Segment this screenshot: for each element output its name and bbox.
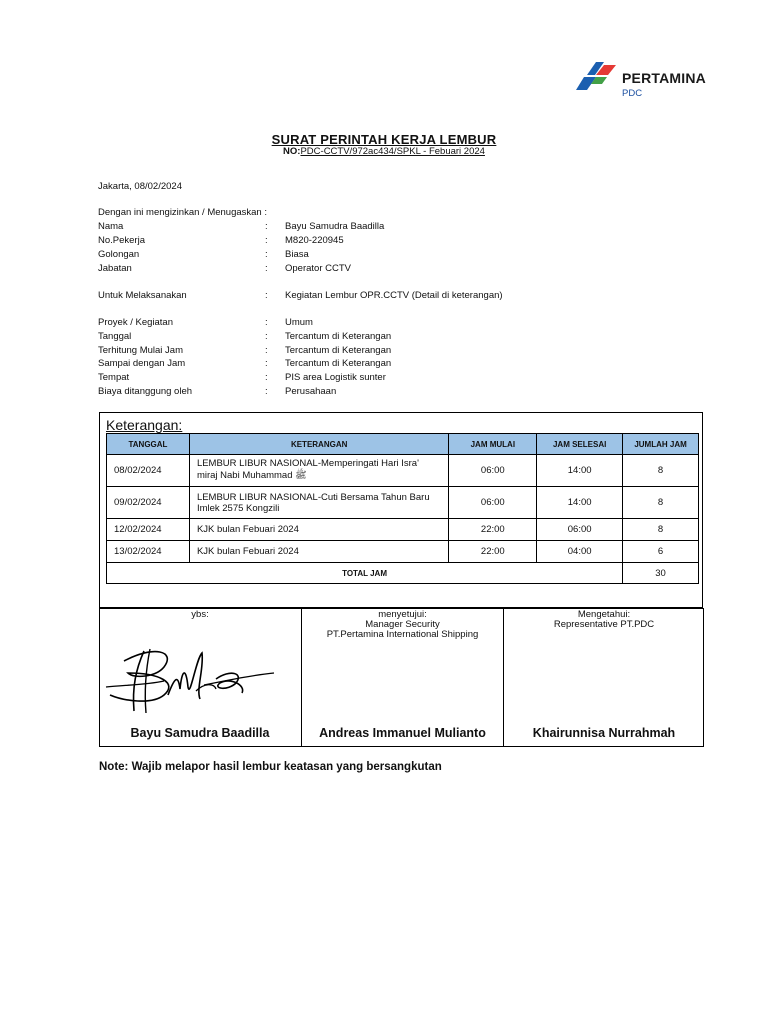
- keterangan-table: [106, 433, 699, 584]
- table-row: [107, 519, 699, 541]
- field-label-tempat: Tempat: [98, 372, 130, 383]
- cell-jam-selesai: 14:00: [537, 487, 623, 519]
- field-sep: :: [265, 372, 268, 383]
- cell-tanggal: 12/02/2024: [107, 519, 190, 541]
- signature-head: ybs:: [191, 609, 209, 620]
- cell-keterangan: LEMBUR LIBUR NASIONAL-Memperingati Hari Isra' miraj Nabi Muhammad ﷺ: [189, 455, 448, 487]
- field-sep: :: [265, 317, 268, 328]
- cell-jam-mulai: 22:00: [449, 541, 537, 563]
- field-label-golongan: Golongan: [98, 249, 140, 260]
- logo-name: PERTAMINA: [622, 70, 706, 86]
- intro-text: Dengan ini mengizinkan / Menugaskan :: [98, 207, 267, 218]
- pertamina-logo-icon: [574, 62, 618, 92]
- cell-jam-mulai: 06:00: [449, 487, 537, 519]
- document-number-value: PDC-CCTV/972ac434/SPKL - Febuari 2024: [300, 146, 485, 157]
- field-sep: :: [265, 249, 268, 260]
- document-title: SURAT PERINTAH KERJA LEMBUR: [271, 132, 497, 147]
- table-header-row: [107, 434, 699, 455]
- field-label-task: Untuk Melaksanakan: [98, 290, 187, 301]
- footer-note: Note: Wajib melapor hasil lembur keatasan yang bersangkutan: [99, 761, 442, 773]
- header-keterangan: KETERANGAN: [189, 434, 448, 455]
- header-jumlah-jam: JUMLAH JAM: [623, 434, 699, 455]
- header-jam-mulai: JAM MULAI: [449, 434, 537, 455]
- handwritten-signature: [104, 639, 284, 719]
- signature-head: menyetujui:: [378, 609, 427, 620]
- signature-role: Representative PT.PDC: [553, 619, 655, 630]
- signature-head: Mengetahui:: [577, 609, 631, 620]
- signature-acknowledger: [503, 608, 704, 747]
- cell-jumlah-jam: 6: [623, 541, 699, 563]
- field-value-tempat: PIS area Logistik sunter: [285, 372, 386, 383]
- field-label-biaya: Biaya ditanggung oleh: [98, 386, 193, 397]
- header-tanggal: TANGGAL: [107, 434, 190, 455]
- cell-keterangan: LEMBUR LIBUR NASIONAL-Cuti Bersama Tahun Baru Imlek 2575 Kongzili: [189, 487, 448, 519]
- signer-name: Andreas Immanuel Mulianto: [319, 726, 486, 740]
- field-sep: :: [265, 263, 268, 274]
- field-sep: :: [265, 235, 268, 246]
- field-value-proyek: Umum: [285, 317, 313, 328]
- field-value-mulai-jam: Tercantum di Keterangan: [285, 345, 392, 356]
- total-row: [107, 563, 699, 584]
- table-row: [107, 455, 699, 487]
- cell-tanggal: 13/02/2024: [107, 541, 190, 563]
- field-value-golongan: Biasa: [285, 249, 309, 260]
- field-label-jabatan: Jabatan: [98, 263, 132, 274]
- signature-company: PT.Pertamina International Shipping: [326, 629, 479, 640]
- header-jam-selesai: JAM SELESAI: [537, 434, 623, 455]
- field-value-biaya: Perusahaan: [285, 386, 337, 397]
- cell-jam-selesai: 06:00: [537, 519, 623, 541]
- keterangan-title: Keterangan:: [106, 417, 183, 433]
- cell-jam-selesai: 14:00: [537, 455, 623, 487]
- field-label-proyek: Proyek / Kegiatan: [98, 317, 173, 328]
- cell-jumlah-jam: 8: [623, 519, 699, 541]
- field-value-tanggal: Tercantum di Keterangan: [285, 331, 392, 342]
- field-sep: :: [265, 358, 268, 369]
- document-number-label: NO:: [283, 146, 301, 157]
- cell-tanggal: 08/02/2024: [107, 455, 190, 487]
- field-label-tanggal: Tanggal: [98, 331, 132, 342]
- field-label-mulai-jam: Terhitung Mulai Jam: [98, 345, 184, 356]
- field-sep: :: [265, 331, 268, 342]
- signature-employee: [99, 608, 301, 747]
- place-date: Jakarta, 08/02/2024: [98, 181, 182, 192]
- field-sep: :: [265, 290, 268, 301]
- company-logo: [574, 62, 714, 102]
- field-value-jabatan: Operator CCTV: [285, 263, 351, 274]
- cell-jumlah-jam: 8: [623, 487, 699, 519]
- document-number: [0, 146, 768, 157]
- field-value-nama: Bayu Samudra Baadilla: [285, 221, 385, 232]
- table-row: [107, 541, 699, 563]
- field-label-nama: Nama: [98, 221, 124, 232]
- field-label-sampai-jam: Sampai dengan Jam: [98, 358, 186, 369]
- cell-jam-mulai: 06:00: [449, 455, 537, 487]
- logo-sub: PDC: [622, 88, 643, 99]
- cell-jumlah-jam: 8: [623, 455, 699, 487]
- field-value-sampai-jam: Tercantum di Keterangan: [285, 358, 392, 369]
- cell-tanggal: 09/02/2024: [107, 487, 190, 519]
- field-sep: :: [265, 386, 268, 397]
- cell-jam-selesai: 04:00: [537, 541, 623, 563]
- field-sep: :: [265, 221, 268, 232]
- total-value: 30: [623, 563, 699, 584]
- signature-approver: [301, 608, 503, 747]
- table-row: [107, 487, 699, 519]
- field-sep: :: [265, 345, 268, 356]
- signer-name: Khairunnisa Nurrahmah: [532, 726, 676, 740]
- field-label-no-pekerja: No.Pekerja: [98, 235, 145, 246]
- field-value-task: Kegiatan Lembur OPR.CCTV (Detail di keterangan): [285, 290, 503, 301]
- signer-name: Bayu Samudra Baadilla: [130, 726, 270, 740]
- cell-jam-mulai: 22:00: [449, 519, 537, 541]
- total-label: TOTAL JAM: [107, 563, 623, 584]
- cell-keterangan: KJK bulan Febuari 2024: [189, 541, 448, 563]
- field-value-no-pekerja: M820-220945: [285, 235, 344, 246]
- cell-keterangan: KJK bulan Febuari 2024: [189, 519, 448, 541]
- signature-role: Manager Security: [365, 619, 440, 630]
